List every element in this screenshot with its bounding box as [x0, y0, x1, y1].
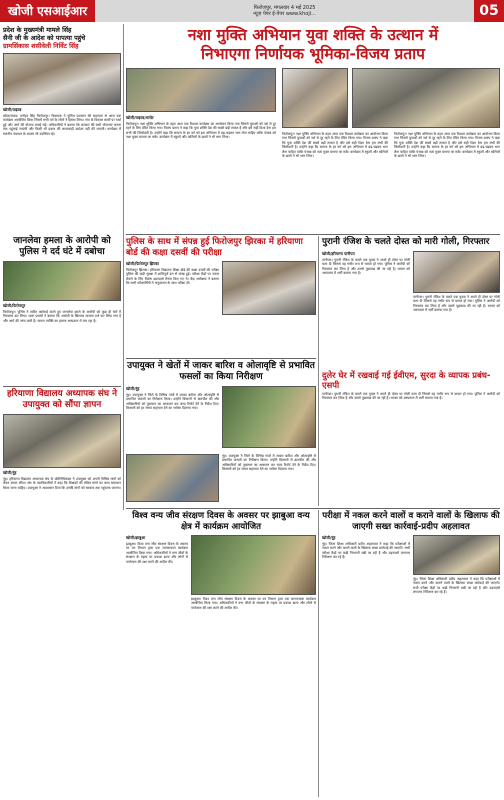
left-mid-headline: जानलेवा हमला के आरोपी को पुलिस ने दर्द घंटे में दबोचा	[13, 236, 111, 257]
main-story-photo-2	[282, 68, 348, 128]
center-mid-byline: खोजी/फिरोजपुर झिरका	[126, 261, 159, 266]
center-lower-body-2: नूंह। उपायुक्त ने जिले के विभिन्न गांवों में जाकर बारिश और ओलावृष्टि से प्रभावित फसलों का निरीक्षण किया। उन्होंने किसानों से बातचीत की और अधिकारियों को नुकसान का आकलन कर जल्द रिपोर्ट देने के निर्देश दिए। किसानों को हर संभव सहायता देने का भरोसा दिलाया गया।	[222, 454, 316, 472]
right-mid-headline: पुरानी रंजिश के चलते दोस्त को मारी गोली, गिरफ्तार	[322, 237, 490, 247]
main-headline-line-1: नशा मुक्ति अभियान युवा शक्ति के उत्थान में	[187, 26, 439, 44]
right-mid-byline: खोजी/हरियाणा पानीपत	[322, 251, 355, 256]
right-mid-body-2: पानीपत। पुरानी रंजिश के चलते एक युवक ने अपने ही दोस्त पर गोली चला दी जिससे वह गंभीर रूप से घायल हो गया। पुलिस ने आरोपी को गिरफ्तार कर लिया है और उससे पूछताछ की जा रही है। घायल को अस्पताल में भर्ती कराया गया है।	[413, 295, 500, 313]
main-story-body-2: फिरोजपुर। नशा मुक्ति अभियान के तहत आज एक विशाल कार्यक्रम का आयोजन किया गया जिसमें युवाओं को नशे से दूर रहने के लिए प्रेरित किया गया। विजय प्रताप ने कहा कि युवा शक्ति देश की सबसे बड़ी ताकत है और इसे सही दिशा देना हम सभी की जिम्मेदारी है। उन्होंने कहा कि समाज के हर वर्ग को इस अभियान में बढ़-चढ़कर भाग लेना चाहिए ताकि पंजाब को नशा मुक्त बनाया जा सके। कार्यक्रम में स्कूलों और कॉलेजों के छात्रों ने भी भाग लिया।	[282, 132, 388, 159]
main-story	[126, 68, 500, 232]
bottom-right-byline: खोजी/नूंह	[322, 535, 336, 540]
left-top-headline-2: सैनी जी के आदेश को पापत्या पहुंचे	[3, 34, 86, 42]
left-mid-body: फिरोजपुर। पुलिस ने त्वरित कार्रवाई करते हुए जानलेवा हमले के आरोपी को कुछ ही घंटों में गिरफ्तार कर लिया। थाना प्रभारी ने बताया कि आरोपी के खिलाफ मामला दर्ज कर लिया गया है और आगे की जांच जारी है। घायल व्यक्ति का इलाज अस्पताल में चल रहा है।	[3, 310, 121, 323]
center-mid-story	[126, 237, 316, 364]
center-lower-body: नूंह। उपायुक्त ने जिले के विभिन्न गांवों में जाकर बारिश और ओलावृष्टि से प्रभावित फसलों का निरीक्षण किया। उन्होंने किसानों से बातचीत की और अधिकारियों को नुकसान का आकलन कर जल्द रिपोर्ट देने के निर्देश दिए। किसानों को हर संभव सहायता देने का भरोसा दिलाया गया।	[126, 393, 219, 411]
left-lower-story	[3, 389, 121, 767]
bottom-right-photo	[413, 535, 500, 575]
column-rule	[123, 24, 124, 510]
left-lower-photo	[3, 414, 121, 468]
center-lower-photo-2	[126, 454, 219, 502]
bottom-center-photo	[191, 535, 316, 595]
dateline: फिरोजपुर, मंगलवार 4 मई 2025 न्यूज़ पेपर ई-पेपर www.khoji...	[253, 4, 316, 17]
left-mid-story	[3, 236, 121, 392]
main-story-body-1: फिरोजपुर। नशा मुक्ति अभियान के तहत आज एक विशाल कार्यक्रम का आयोजन किया गया जिसमें युवाओं को नशे से दूर रहने के लिए प्रेरित किया गया। विजय प्रताप ने कहा कि युवा शक्ति देश की सबसे बड़ी ताकत है और इसे सही दिशा देना हम सभी की जिम्मेदारी है। उन्होंने कहा कि समाज के हर वर्ग को इस अभियान में बढ़-चढ़कर भाग लेना चाहिए ताकि पंजाब को नशा मुक्त बनाया जा सके। कार्यक्रम में स्कूलों और कॉलेजों के छात्रों ने भी भाग लिया।	[126, 122, 276, 140]
bottom-right-body: नूंह। जिला शिक्षा अधिकारी प्रदीप अहलावत ने कहा कि परीक्षाओं में नकल करने और कराने वालों के खिलाफ सख्त कार्रवाई की जाएगी। सभी परीक्षा केंद्रों पर कड़ी निगरानी रखी जा रही है और उड़नदस्ते लगातार निरीक्षण कर रहे हैं।	[322, 542, 410, 560]
bottom-right-headline: परीक्षा में नकल करने वालों व कराने वालों के खिलाफ की जाएगी सख्त कार्रवाई-प्रदीप अहलावत	[322, 511, 500, 532]
left-mid-byline: खोजी/फिरोजपुर	[3, 303, 26, 308]
left-lower-headline: हरियाणा विद्यालय अध्यापक संघ ने उपायुक्त को सौंपा ज्ञापन	[6, 389, 118, 410]
center-lower-photo-1	[222, 386, 316, 448]
main-headline	[126, 26, 500, 64]
right-mid-sub-body: पानीपत। पुरानी रंजिश के चलते एक युवक ने अपने ही दोस्त पर गोली चला दी जिससे वह गंभीर रूप से घायल हो गया। पुलिस ने आरोपी को गिरफ्तार कर लिया है और उससे पूछताछ की जा रही है। घायल को अस्पताल में भर्ती कराया गया है।	[322, 392, 500, 401]
main-story-photo-1	[126, 68, 276, 112]
left-top-headline-1: प्रदेश के मुख्यमंत्री मामले सिंह	[3, 26, 72, 34]
center-mid-body: फिरोजपुर झिरका। हरियाणा विद्यालय शिक्षा बोर्ड की कक्षा दसवीं की परीक्षा पुलिस की कड़ी सुरक्षा में शांतिपूर्ण ढंग से संपन्न हुई। परीक्षा केंद्रों पर नकल रोकने के लिए विशेष उड़नदस्ते तैनात किए गए थे। केंद्र अधीक्षक ने बताया कि सभी परीक्षार्थियों ने अनुशासन के साथ परीक्षा दी।	[126, 268, 219, 286]
bottom-center-body: झाबुआ। विश्व वन्य जीव संरक्षण दिवस के अवसर पर वन विभाग द्वारा एक जागरूकता कार्यक्रम आयोजित किया गया। अधिकारियों ने वन्य जीवों के संरक्षण के महत्व पर प्रकाश डाला और लोगों से पर्यावरण की रक्षा करने की अपील की।	[126, 542, 188, 564]
left-top-photo	[3, 53, 121, 105]
main-story-photo-3	[352, 68, 500, 128]
newspaper-brand: खोजी एसआईआर	[0, 0, 95, 22]
bottom-right-story	[322, 511, 500, 772]
center-mid-photo	[222, 261, 316, 315]
right-mid-photo	[413, 251, 500, 293]
left-top-story	[3, 26, 121, 232]
center-lower-byline: खोजी/नूंह	[126, 386, 140, 391]
left-mid-photo	[3, 261, 121, 301]
left-top-byline: खोजी/चाइल्ड	[3, 107, 22, 112]
main-story-body-3: फिरोजपुर। नशा मुक्ति अभियान के तहत आज एक विशाल कार्यक्रम का आयोजन किया गया जिसमें युवाओं को नशे से दूर रहने के लिए प्रेरित किया गया। विजय प्रताप ने कहा कि युवा शक्ति देश की सबसे बड़ी ताकत है और इसे सही दिशा देना हम सभी की जिम्मेदारी है। उन्होंने कहा कि समाज के हर वर्ग को इस अभियान में बढ़-चढ़कर भाग लेना चाहिए ताकि पंजाब को नशा मुक्त बनाया जा सके। कार्यक्रम में स्कूलों और कॉलेजों के छात्रों ने भी भाग लिया।	[394, 132, 500, 159]
bottom-center-headline: विश्व वन्य जीव संरक्षण दिवस के अवसर पर झाबुआ वन्य क्षेत्र में कार्यक्रम आयोजित	[132, 511, 310, 532]
right-mid-body: पानीपत। पुरानी रंजिश के चलते एक युवक ने अपने ही दोस्त पर गोली चला दी जिससे वह गंभीर रूप से घायल हो गया। पुलिस ने आरोपी को गिरफ्तार कर लिया है और उससे पूछताछ की जा रही है। घायल को अस्पताल में भर्ती कराया गया है।	[322, 258, 410, 276]
right-mid-sub-headline: दुलेर घेर में रखवाई गई ईवीएम, सुरदा के व्यापक प्रबंध-एसपी	[322, 370, 491, 390]
bottom-center-byline: खोजी/झाबुआ	[126, 535, 146, 540]
masthead	[0, 0, 504, 22]
page-number: 05	[474, 0, 504, 22]
left-top-body: खोज/संवाद: मनोहर सिंह फिरोजपुर। विधायक ने पुलिस प्रशासन की सहायता से आज एक कार्यक्रम आयोजित किया जिसमें सभी वर्ग के लोगों ने हिस्सा लिया। गांव के विकास कार्यों पर चर्चा हुई और आगे की योजना बनाई गई। अधिकारियों ने बताया कि सरकार की सभी योजनाएं जनता तक पहुंचाई जाएंगी और किसी भी प्रकार की लापरवाही बर्दाश्त नहीं की जाएगी। कार्यक्रम में स्थानीय पंचायत के सदस्य भी उपस्थित रहे।	[3, 114, 121, 136]
center-lower-headline: उपायुक्त ने खेतों में जाकर बारिश व ओलावृष्टि से प्रभावित फसलों का किया निरीक्षण	[127, 361, 315, 382]
main-story-byline: खोजी/चाइल्ड/मलोट	[126, 115, 154, 120]
bottom-right-body-2: नूंह। जिला शिक्षा अधिकारी प्रदीप अहलावत ने कहा कि परीक्षाओं में नकल करने और कराने वालों के खिलाफ सख्त कार्रवाई की जाएगी। सभी परीक्षा केंद्रों पर कड़ी निगरानी रखी जा रही है और उड़नदस्ते लगातार निरीक्षण कर रहे हैं।	[413, 577, 500, 595]
left-lower-byline: खोजी/नूंह	[3, 470, 17, 475]
bottom-center-story	[126, 511, 316, 782]
main-headline-line-2: निभाएगा निर्णायक भूमिका-विजय प्रताप	[201, 45, 425, 63]
center-lower-story	[126, 361, 316, 502]
bottom-center-body-2: झाबुआ। विश्व वन्य जीव संरक्षण दिवस के अवसर पर वन विभाग द्वारा एक जागरूकता कार्यक्रम आयोजित किया गया। अधिकारियों ने वन्य जीवों के संरक्षण के महत्व पर प्रकाश डाला और लोगों से पर्यावरण की रक्षा करने की अपील की।	[191, 597, 316, 610]
left-top-headline-3: ग्रामसिंकास शसीवेली निर्विट सिंह	[3, 42, 79, 50]
left-lower-body: नूंह। हरियाणा विद्यालय अध्यापक संघ के प्रतिनिधिमंडल ने उपायुक्त को अपनी विभिन्न मांगों को लेकर ज्ञापन सौंपा। संघ के पदाधिकारियों ने कहा कि शिक्षकों की लंबित मांगों का जल्द समाधान किया जाना चाहिए। उपायुक्त ने आश्वासन दिया कि उनकी मांगों को सरकार तक पहुंचाया जाएगा।	[3, 477, 121, 490]
center-mid-headline: पुलिस के साथ में संपन्न हुई फिरोजपुर झिरका में हरियाणा बोर्ड की कक्षा दसवीं की परीक्षा	[126, 237, 303, 258]
right-mid-story	[322, 237, 500, 462]
